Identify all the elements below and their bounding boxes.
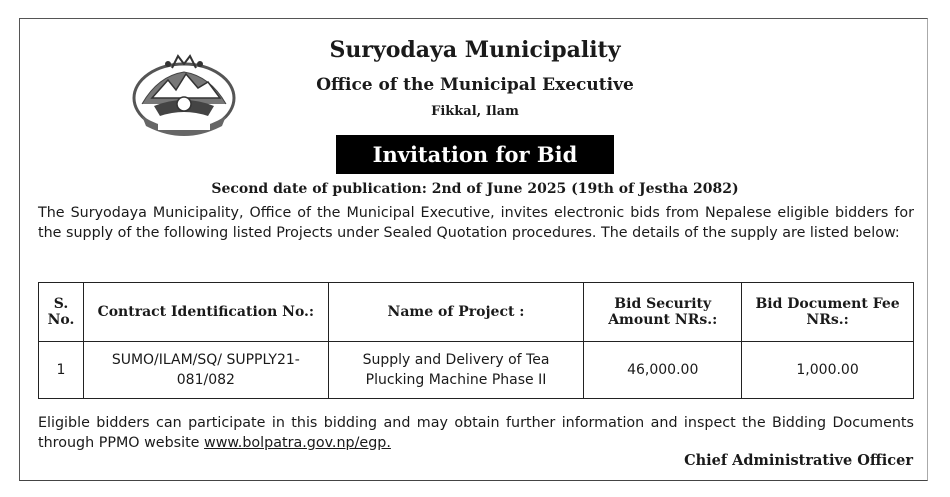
table-row [39, 342, 914, 399]
cell-fee: 1,000.00 [742, 342, 914, 399]
footer-paragraph [38, 413, 914, 453]
bid-table [38, 282, 914, 399]
cell-sn: 1 [39, 342, 84, 399]
municipality-name: Suryodaya Municipality [329, 37, 621, 63]
header-sn: S. No. [39, 283, 84, 342]
office-location: Fikkal, Ilam [431, 104, 519, 119]
header-security: Bid Security Amount NRs.: [584, 283, 742, 342]
cell-project: Supply and Delivery of Tea Plucking Machine Phase II [328, 342, 584, 399]
office-name: Office of the Municipal Executive [316, 75, 634, 95]
ppmo-link[interactable]: www.bolpatra.gov.np/egp. [204, 435, 391, 451]
invitation-banner: Invitation for Bid [336, 135, 614, 174]
signer-title: Chief Administrative Officer [684, 452, 913, 469]
header-contract-id: Contract Identification No.: [83, 283, 328, 342]
header-project: Name of Project : [328, 283, 584, 342]
cell-security: 46,000.00 [584, 342, 742, 399]
footer-text: Eligible bidders can participate in this bidding and may obtain further information and inspect the Bidding Documents through PPMO website [38, 415, 914, 451]
table-header-row [39, 283, 914, 342]
publication-date: Second date of publication: 2nd of June 2025 (19th of Jestha 2082) [211, 181, 739, 197]
intro-paragraph: The Suryodaya Municipality, Office of the Municipal Executive, invites electronic bids from Nepalese eligible bidders for the supply of the following listed Projects under Sealed Quotation procedures. The details of the supply are listed below: [38, 205, 914, 241]
cell-contract-id: SUMO/ILAM/SQ/ SUPPLY21-081/082 [83, 342, 328, 399]
header-fee: Bid Document Fee NRs.: [742, 283, 914, 342]
